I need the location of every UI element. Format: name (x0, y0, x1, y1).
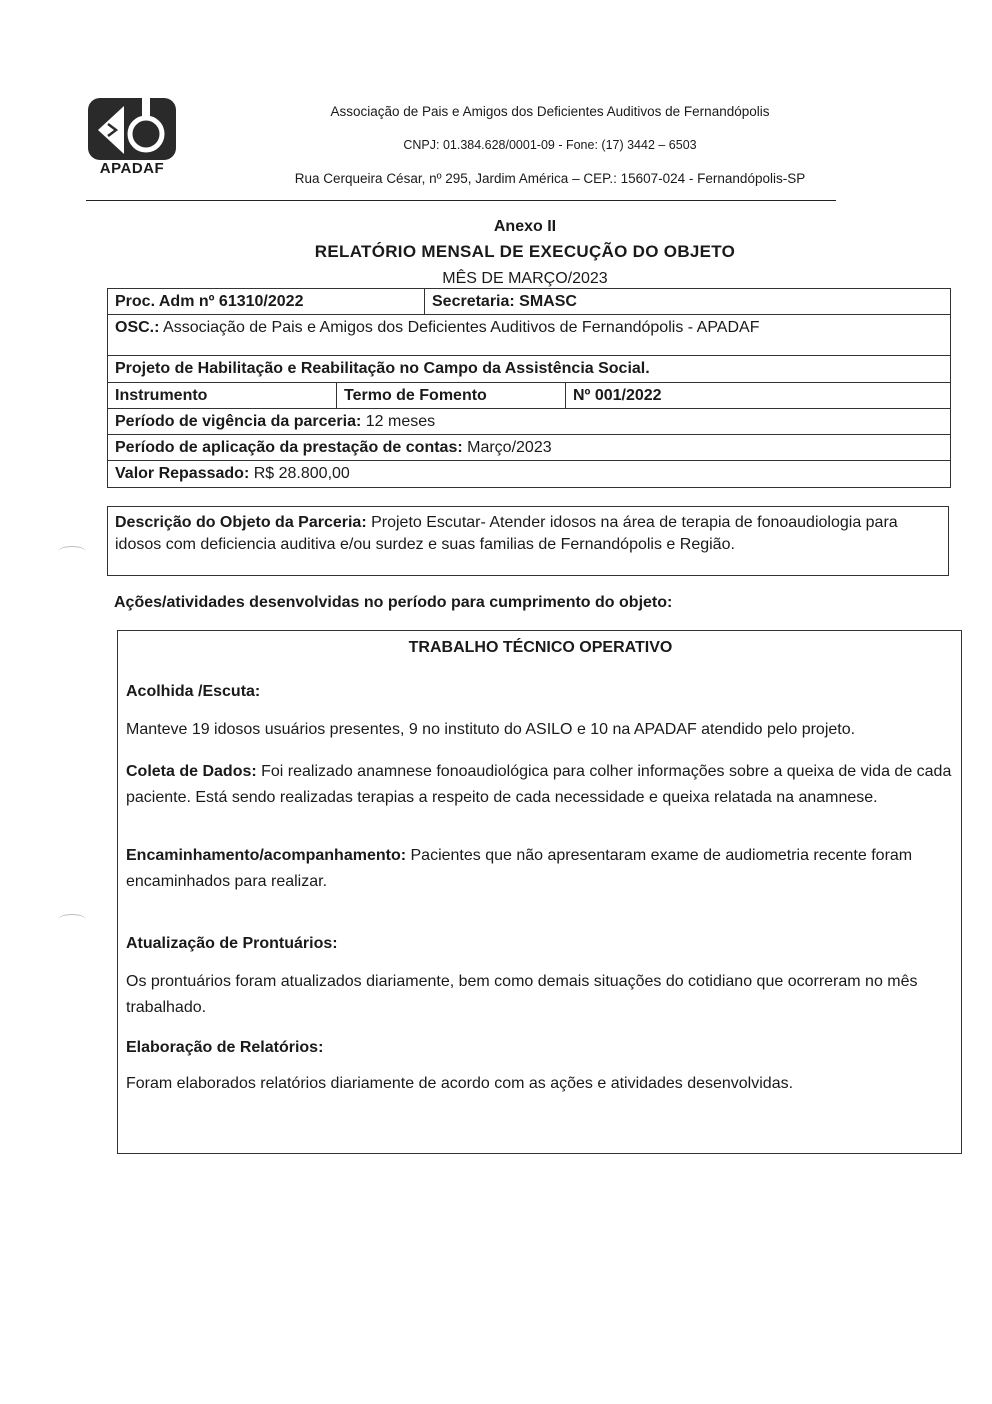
org-name: Associação de Pais e Amigos dos Deficientes Auditivos de Fernandópolis (330, 104, 770, 119)
data-collection-label: Coleta de Dados: (126, 763, 257, 780)
osc-value: Associação de Pais e Amigos dos Deficientes Auditivos de Fernandópolis - APADAF (159, 319, 760, 336)
application-value: Março/2023 (462, 439, 552, 456)
reports-heading: Elaboração de Relatórios: (126, 1039, 324, 1056)
report-title: RELATÓRIO MENSAL DE EXECUÇÃO DO OBJETO (314, 242, 736, 261)
instrument-label: Instrumento (115, 387, 208, 404)
org-address: Rua Cerqueira César, nº 295, Jardim América – CEP.: 15607-024 - Fernandópolis-SP (294, 171, 806, 186)
amount-value: R$ 28.800,00 (249, 465, 350, 482)
data-collection-text: Foi realizado anamnese fonoaudiológica para colher informações sobre a queixa de vida de cada paciente. Está sendo realizadas terapias a respeito de cada necessidade e queixa relatada na anamnese. (126, 763, 952, 806)
info-row-osc (108, 314, 950, 355)
actions-title: Ações/atividades desenvolvidas no período para cumprimento do objeto: (114, 594, 673, 611)
description-label: Descrição do Objeto da Parceria: (115, 514, 367, 531)
description-box (107, 506, 949, 576)
scan-edge-mark (58, 546, 86, 557)
technical-work-box (117, 630, 962, 1154)
amount-label: Valor Repassado: (115, 465, 250, 482)
validity-cell (108, 409, 950, 434)
validity-label: Período de vigência da parceria: (115, 413, 362, 430)
technical-work-title: TRABALHO TÉCNICO OPERATIVO (408, 639, 673, 656)
amount-cell (108, 461, 950, 487)
instrument-value: Termo de Fomento (336, 383, 565, 408)
welcome-heading: Acolhida /Escuta: (126, 683, 261, 700)
referral-text: Pacientes que não apresentaram exame de audiometria recente foram encaminhados para realizar. (126, 847, 913, 890)
info-row-instrument (108, 382, 950, 408)
annex-title: Anexo II (493, 218, 557, 235)
records-heading: Atualização de Prontuários: (126, 935, 338, 952)
secretaria: Secretaria: SMASC (424, 289, 950, 314)
logo-ear-icon (84, 96, 180, 162)
org-cnpj-phone: CNPJ: 01.384.628/0001-09 - Fone: (17) 3442 – 6503 (403, 138, 697, 152)
reports-text: Foram elaborados relatórios diariamente de acordo com as ações e atividades desenvolvidas. (126, 1075, 794, 1092)
scan-edge-mark (58, 914, 86, 925)
apadaf-logo (84, 96, 180, 178)
instrument-number: Nº 001/2022 (565, 383, 950, 408)
info-row-application (108, 434, 950, 460)
data-collection-paragraph (126, 759, 954, 811)
records-text: Os prontuários foram atualizados diariamente, bem como demais situações do cotidiano que ocorreram no mês trabalhado. (126, 973, 918, 1016)
description-text: Projeto Escutar- Atender idosos na área de terapia de fonoaudiologia para idosos com deficiencia auditiva e/ou surdez e suas familias de Fernandópolis e Região. (115, 514, 898, 553)
welcome-text: Manteve 19 idosos usuários presentes, 9 no instituto do ASILO e 10 na APADAF atendido pelo projeto. (126, 721, 856, 738)
header-divider (86, 200, 836, 201)
osc-cell (108, 315, 950, 355)
application-label: Período de aplicação da prestação de contas: (115, 439, 463, 456)
application-cell (108, 435, 950, 460)
project-name: Projeto de Habilitação e Reabilitação no Campo da Assistência Social. (115, 360, 650, 377)
validity-value: 12 meses (361, 413, 436, 430)
referral-label: Encaminhamento/acompanhamento: (126, 847, 407, 864)
osc-label: OSC.: (115, 319, 160, 336)
info-row-validity (108, 408, 950, 434)
report-month: MÊS DE MARÇO/2023 (442, 270, 608, 287)
proc-number: Proc. Adm nº 61310/2022 (115, 293, 304, 310)
info-row-amount (108, 460, 950, 487)
info-row-proc (108, 289, 950, 314)
info-table (107, 288, 951, 488)
logo-text: APADAF (99, 160, 165, 177)
info-row-project (108, 355, 950, 382)
referral-paragraph (126, 843, 954, 895)
